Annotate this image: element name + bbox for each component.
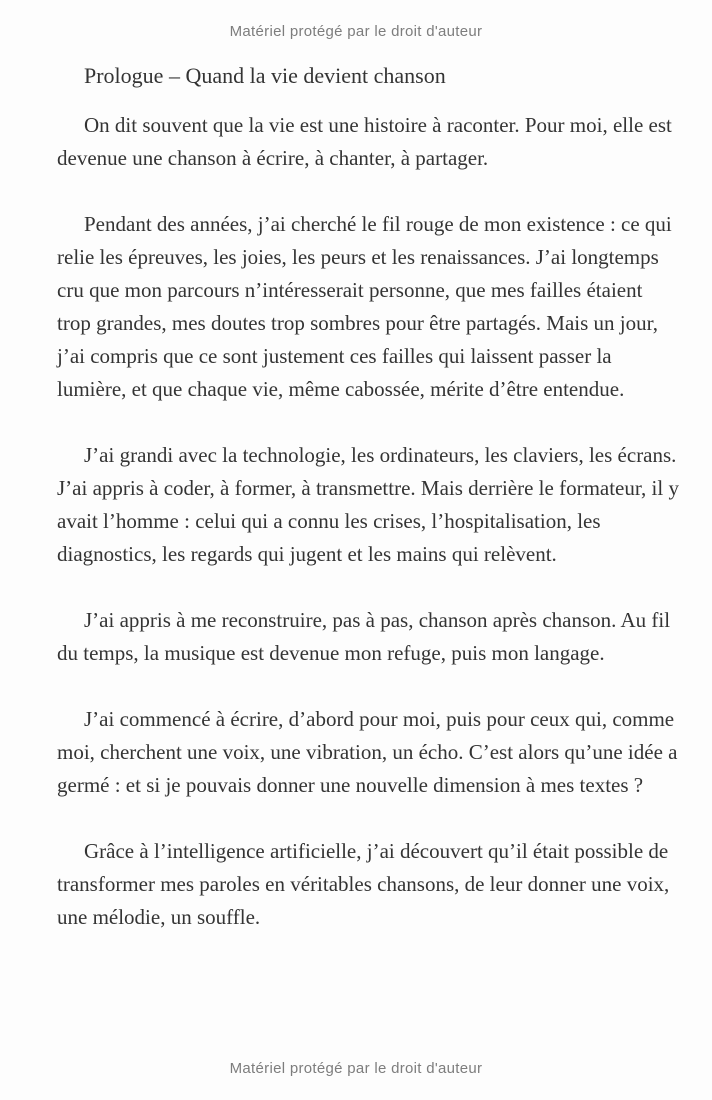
chapter-title: Prologue – Quand la vie devient chanson: [84, 63, 446, 88]
paragraph-6: Grâce à l’intelligence artificielle, j’ai découvert qu’il était possible de transformer mes paroles en véritables chansons, de leur donner une voix, une mélodie, un souffle.: [57, 839, 670, 929]
body-text: [0, 92, 712, 934]
paragraph-4: J’ai appris à me reconstruire, pas à pas, chanson après chanson. Au fil du temps, la musique est devenue mon refuge, puis mon langage.: [57, 608, 671, 665]
paragraph-1: On dit souvent que la vie est une histoire à raconter. Pour moi, elle est devenue une chanson à écrire, à chanter, à partager.: [57, 113, 672, 170]
copyright-notice-bottom: Matériel protégé par le droit d'auteur: [229, 1060, 483, 1077]
paragraph-5: J’ai commencé à écrire, d’abord pour moi, puis pour ceux qui, comme moi, cherchent une voix, une vibration, un écho. C’est alors qu’une idée a germé : et si je pouvais donner une nouvelle dimension à mes textes ?: [57, 707, 678, 797]
copyright-notice-top: Matériel protégé par le droit d'auteur: [229, 23, 483, 40]
paragraph-3: J’ai grandi avec la technologie, les ordinateurs, les claviers, les écrans. J’ai appris à coder, à former, à transmettre. Mais derrière le formateur, il y avait l’homme : celui qui a connu les crises, l’hospitalisation, les diagnostics, les regards qui jugent et les mains qui relèvent.: [57, 443, 679, 566]
paragraph-2: Pendant des années, j’ai cherché le fil rouge de mon existence : ce qui relie les épreuves, les joies, les peurs et les renaissances. J’ai longtemps cru que mon parcours n’intéresserait personne, que mes failles étaient trop grandes, mes doutes trop sombres pour être partagés. Mais un jour, j’ai compris que ce sont justement ces failles qui laissent passer la lumière, et que chaque vie, même cabossée, mérite d’être entendue.: [57, 212, 672, 401]
